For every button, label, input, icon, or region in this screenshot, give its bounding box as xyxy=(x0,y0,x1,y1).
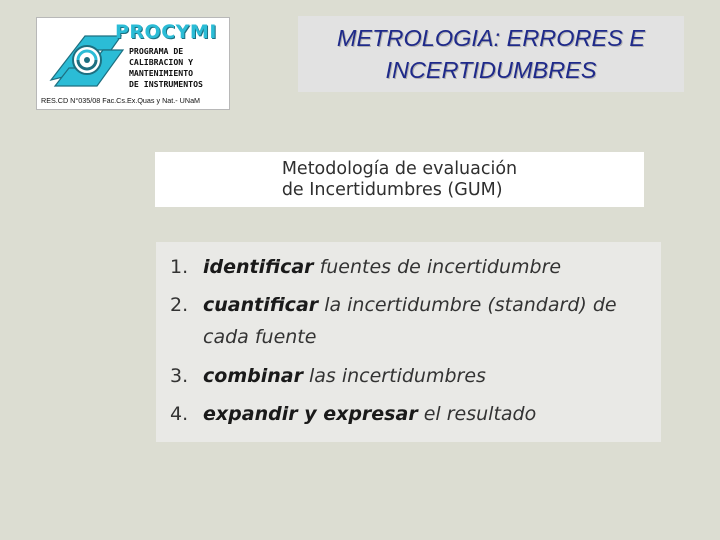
steps-list xyxy=(156,242,661,442)
logo-resolution: RES.CD N°035/08 Fac.Cs.Ex.Quas y Nat.- UNaM xyxy=(41,96,201,105)
logo-brand-name: PROCYMI xyxy=(115,21,217,43)
step-continuation: cada fuente xyxy=(203,326,317,348)
list-item xyxy=(170,294,617,348)
step-verb: cuantificar xyxy=(203,294,319,316)
subtitle-box xyxy=(155,152,644,207)
step-text: fuentes de incertidumbre xyxy=(313,256,562,278)
logo-line: PROGRAMA DE xyxy=(129,46,184,56)
step-text: la incertidumbre (standard) de xyxy=(318,294,617,316)
step-number: 3. xyxy=(170,365,189,387)
slide-subtitle: Metodología de evaluación de Incertidumbres (GUM) xyxy=(281,158,518,200)
step-text: las incertidumbres xyxy=(302,365,486,387)
step-verb: combinar xyxy=(203,365,303,387)
logo-line: CALIBRACION Y xyxy=(129,57,194,67)
step-number: 1. xyxy=(170,256,189,278)
list-item xyxy=(170,403,536,425)
logo-line: DE INSTRUMENTOS xyxy=(129,79,203,89)
step-number: 2. xyxy=(170,294,189,316)
title-box xyxy=(298,16,684,92)
step-verb: expandir y expresar xyxy=(203,403,418,425)
logo-line: MANTENIMIENTO xyxy=(129,68,194,78)
list-item xyxy=(170,365,486,387)
slide-title: METROLOGIA: ERRORES E INCERTIDUMBRES xyxy=(336,25,646,83)
step-number: 4. xyxy=(170,403,189,425)
step-text: el resultado xyxy=(417,403,537,425)
procymi-logo xyxy=(36,17,230,110)
list-item xyxy=(170,256,561,278)
logo-program-lines xyxy=(129,46,229,90)
step-verb: identificar xyxy=(203,256,314,278)
